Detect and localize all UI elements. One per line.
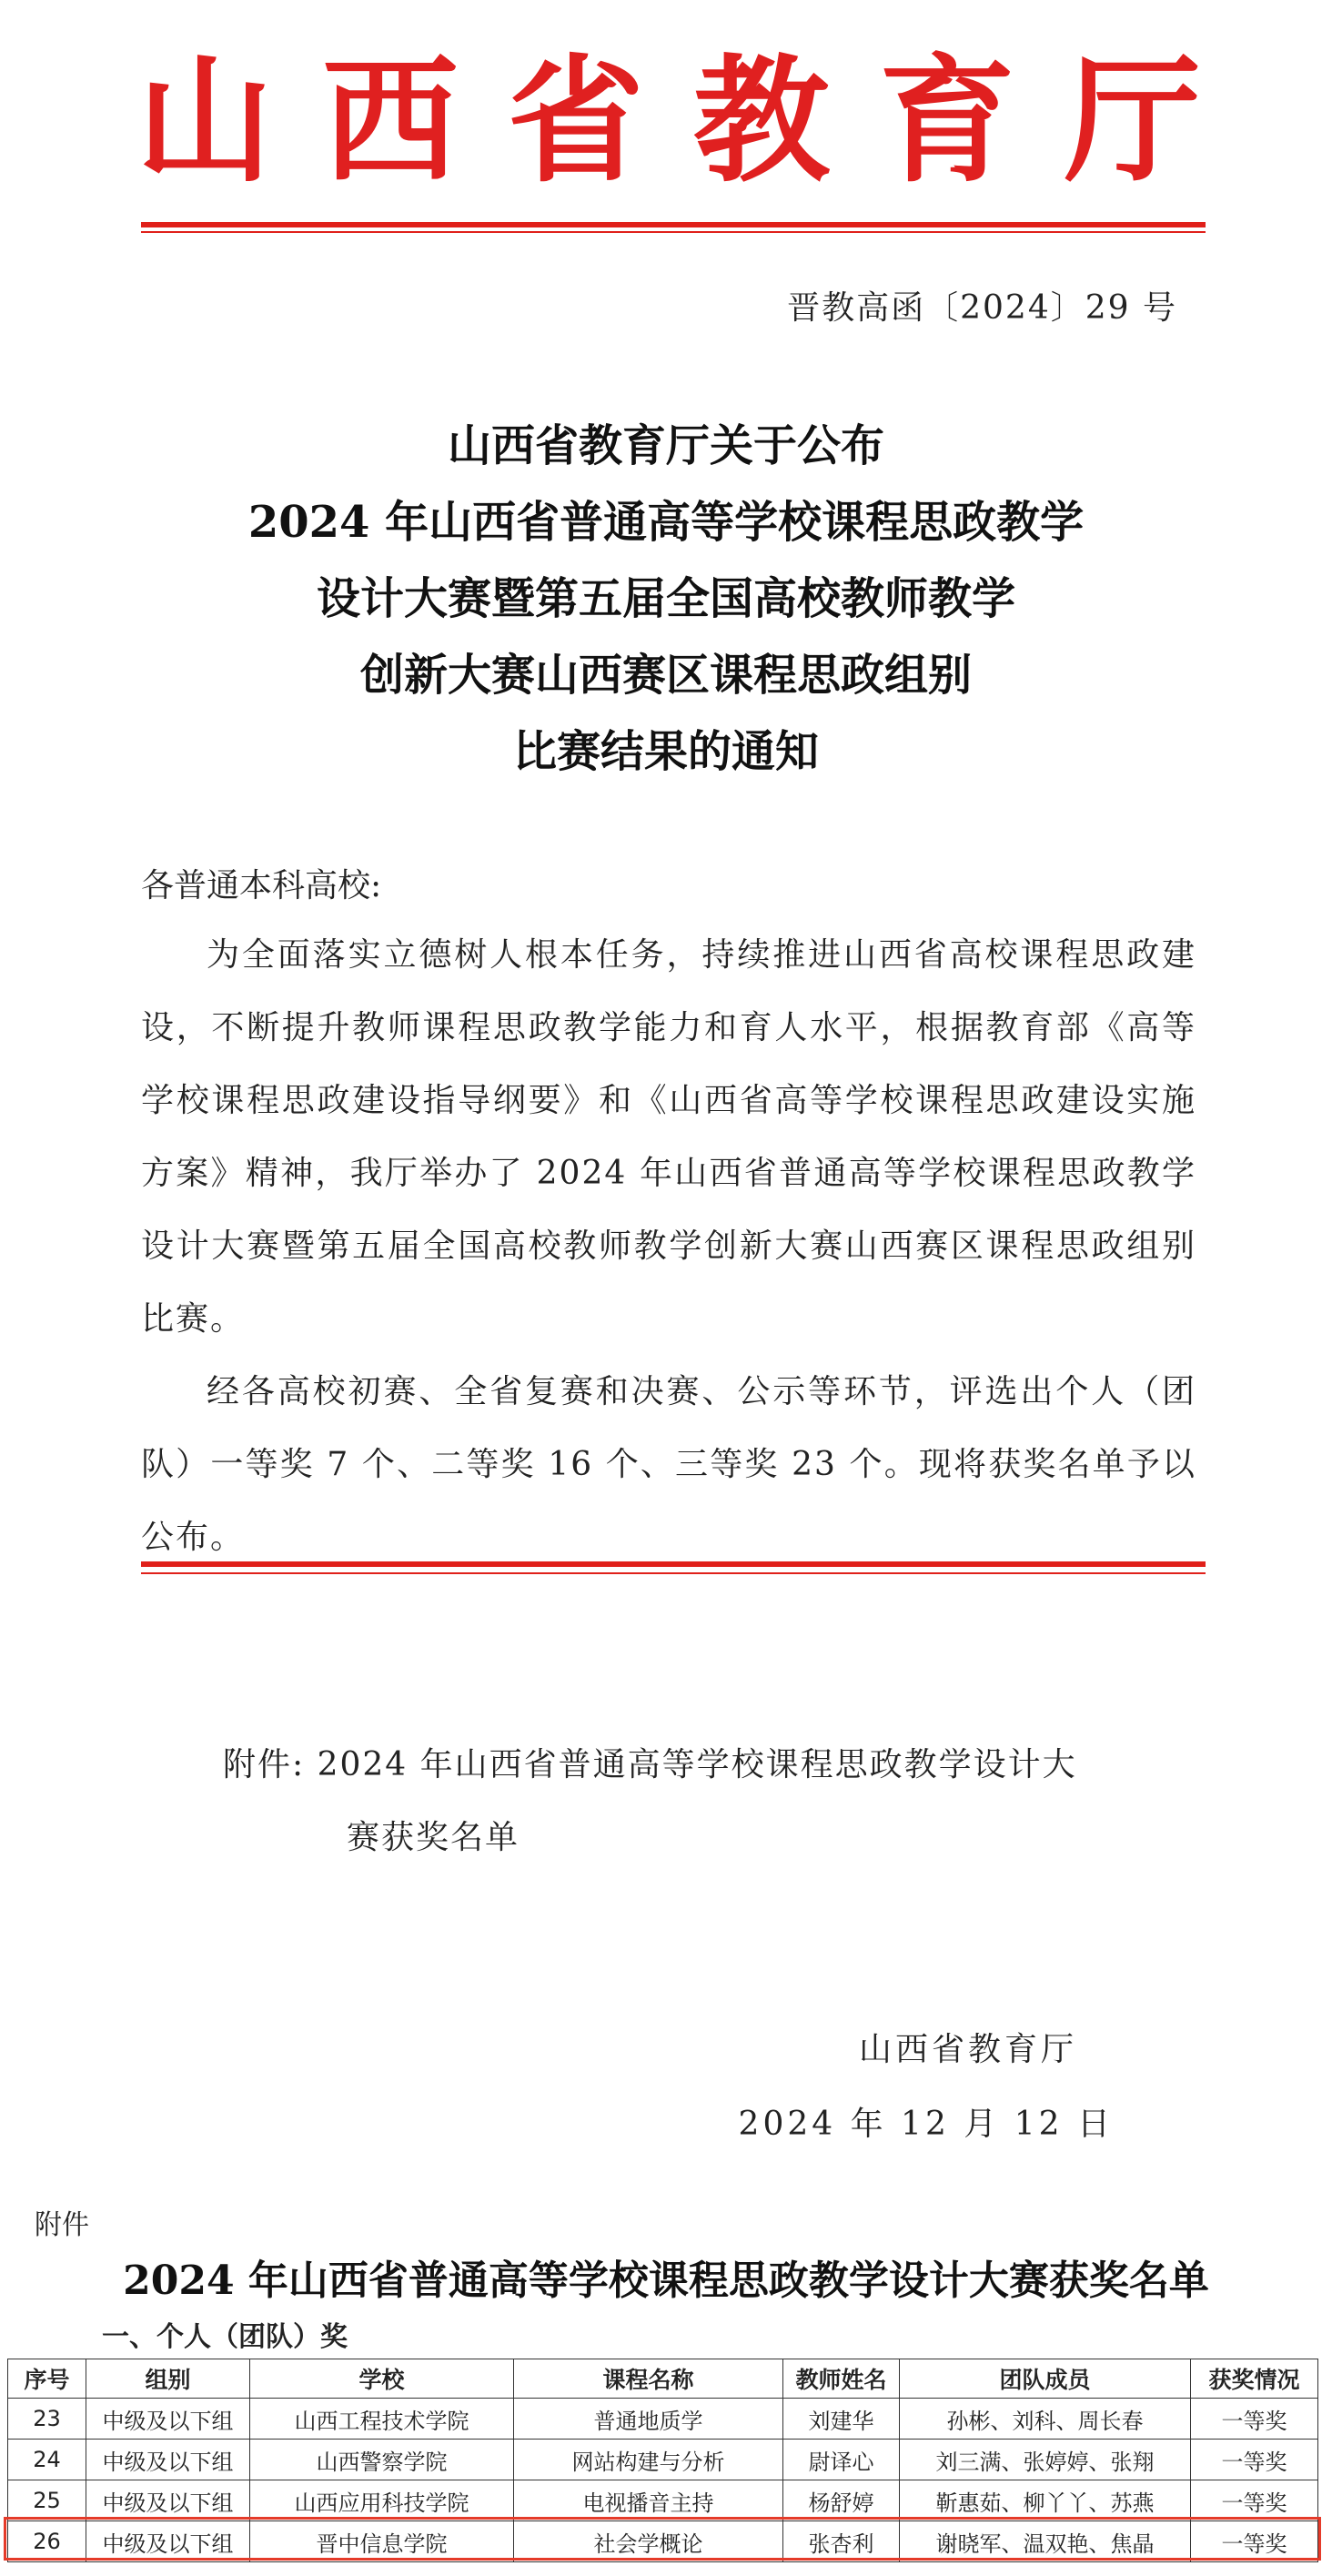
annex-title: 2024 年山西省普通高等学校课程思政教学设计大赛获奖名单	[123, 2258, 1209, 2304]
table-row	[8, 2480, 1318, 2521]
masthead-char: 育	[878, 41, 1015, 201]
masthead-char: 厅	[1064, 41, 1201, 201]
column-header: 组别	[86, 2359, 250, 2399]
table-cell: 中级及以下组	[86, 2480, 250, 2521]
table-cell: 一等奖	[1191, 2521, 1318, 2562]
footer-rule-thin	[141, 1572, 1206, 1574]
table-cell: 一等奖	[1191, 2399, 1318, 2440]
table-row-highlighted	[8, 2521, 1318, 2562]
table-row	[8, 2399, 1318, 2440]
column-header: 团队成员	[900, 2359, 1191, 2399]
table-cell: 网站构建与分析	[514, 2440, 783, 2480]
table-cell: 张杏利	[783, 2521, 900, 2562]
header-rule-thick	[141, 222, 1206, 227]
addressee: 各普通本科高校:	[141, 867, 382, 904]
table-cell: 山西应用科技学院	[250, 2480, 514, 2521]
column-header: 序号	[8, 2359, 86, 2399]
notice-title	[0, 408, 1332, 790]
table-row	[8, 2440, 1318, 2480]
title-line: 比赛结果的通知	[512, 726, 819, 777]
table-cell: 中级及以下组	[86, 2521, 250, 2562]
attachment-line: 2024 年山西省普通高等学校课程思政教学设计大	[317, 1746, 1077, 1783]
table-cell: 杨舒婷	[783, 2480, 900, 2521]
body-paragraph: 经各高校初赛、全省复赛和决赛、公示等环节，评选出个人（团队）一等奖 7 个、二等奖 16 个、三等奖 23 个。现将获奖名单予以公布。	[141, 1373, 1196, 1556]
column-header: 课程名称	[514, 2359, 783, 2399]
table-header-row	[8, 2359, 1318, 2399]
column-header: 获奖情况	[1191, 2359, 1318, 2399]
header-rule-thin	[141, 231, 1206, 233]
notice-body	[141, 919, 1196, 1574]
annex-label: 附件	[35, 2209, 89, 2241]
signer: 山西省教育厅	[858, 2031, 1077, 2068]
masthead-char: 教	[692, 41, 830, 201]
table-cell: 一等奖	[1191, 2480, 1318, 2521]
title-line: 创新大赛山西赛区课程思政组别	[359, 650, 972, 701]
table-cell: 尉译心	[783, 2440, 900, 2480]
table-cell: 一等奖	[1191, 2440, 1318, 2480]
table-cell: 中级及以下组	[86, 2399, 250, 2440]
table-cell: 刘三满、张婷婷、张翔	[900, 2440, 1191, 2480]
title-line: 山西省教育厅关于公布	[447, 420, 884, 471]
table-cell: 中级及以下组	[86, 2440, 250, 2480]
table-cell: 普通地质学	[514, 2399, 783, 2440]
title-line: 设计大赛暨第五届全国高校教师教学	[316, 573, 1015, 624]
masthead	[136, 41, 1201, 201]
table-cell: 山西工程技术学院	[250, 2399, 514, 2440]
table-cell: 靳惠茹、柳丫丫、苏燕	[900, 2480, 1191, 2521]
column-header: 教师姓名	[783, 2359, 900, 2399]
column-header: 学校	[250, 2359, 514, 2399]
table-cell: 24	[8, 2440, 86, 2480]
section-title: 一、个人（团队）奖	[102, 2321, 348, 2353]
body-paragraph: 为全面落实立德树人根本任务，持续推进山西省高校课程思政建设，不断提升教师课程思政教学能力和育人水平，根据教育部《高等学校课程思政建设指导纲要》和《山西省高等学校课程思政建设实施方案》精神，我厅举办了 2024 年山西省普通高等学校课程思政教学设计大赛暨第五届全国高校教师教学创新大赛山西赛区课程思政组别比赛。	[141, 936, 1196, 1338]
awards-table	[7, 2359, 1318, 2562]
table-cell: 山西警察学院	[250, 2440, 514, 2480]
attachment-note	[223, 1729, 1201, 1874]
attachment-line: 赛获奖名单	[347, 1819, 520, 1856]
table-cell: 社会学概论	[514, 2521, 783, 2562]
table-cell: 晋中信息学院	[250, 2521, 514, 2562]
table-cell: 刘建华	[783, 2399, 900, 2440]
table-cell: 25	[8, 2480, 86, 2521]
attachment-label: 附件:	[223, 1746, 306, 1783]
footer-rule-thick	[141, 1561, 1206, 1567]
table-cell: 23	[8, 2399, 86, 2440]
table-cell: 电视播音主持	[514, 2480, 783, 2521]
masthead-char: 省	[507, 41, 644, 201]
table-cell: 孙彬、刘科、周长春	[900, 2399, 1191, 2440]
title-line: 2024 年山西省普通高等学校课程思政教学	[247, 497, 1085, 548]
table-cell: 谢晓军、温双艳、焦晶	[900, 2521, 1191, 2562]
masthead-char: 西	[321, 41, 459, 201]
masthead-char: 山	[136, 41, 274, 201]
document-number: 晋教高函〔2024〕29 号	[787, 289, 1177, 327]
issue-date: 2024 年 12 月 12 日	[738, 2106, 1114, 2143]
table-cell: 26	[8, 2521, 86, 2562]
